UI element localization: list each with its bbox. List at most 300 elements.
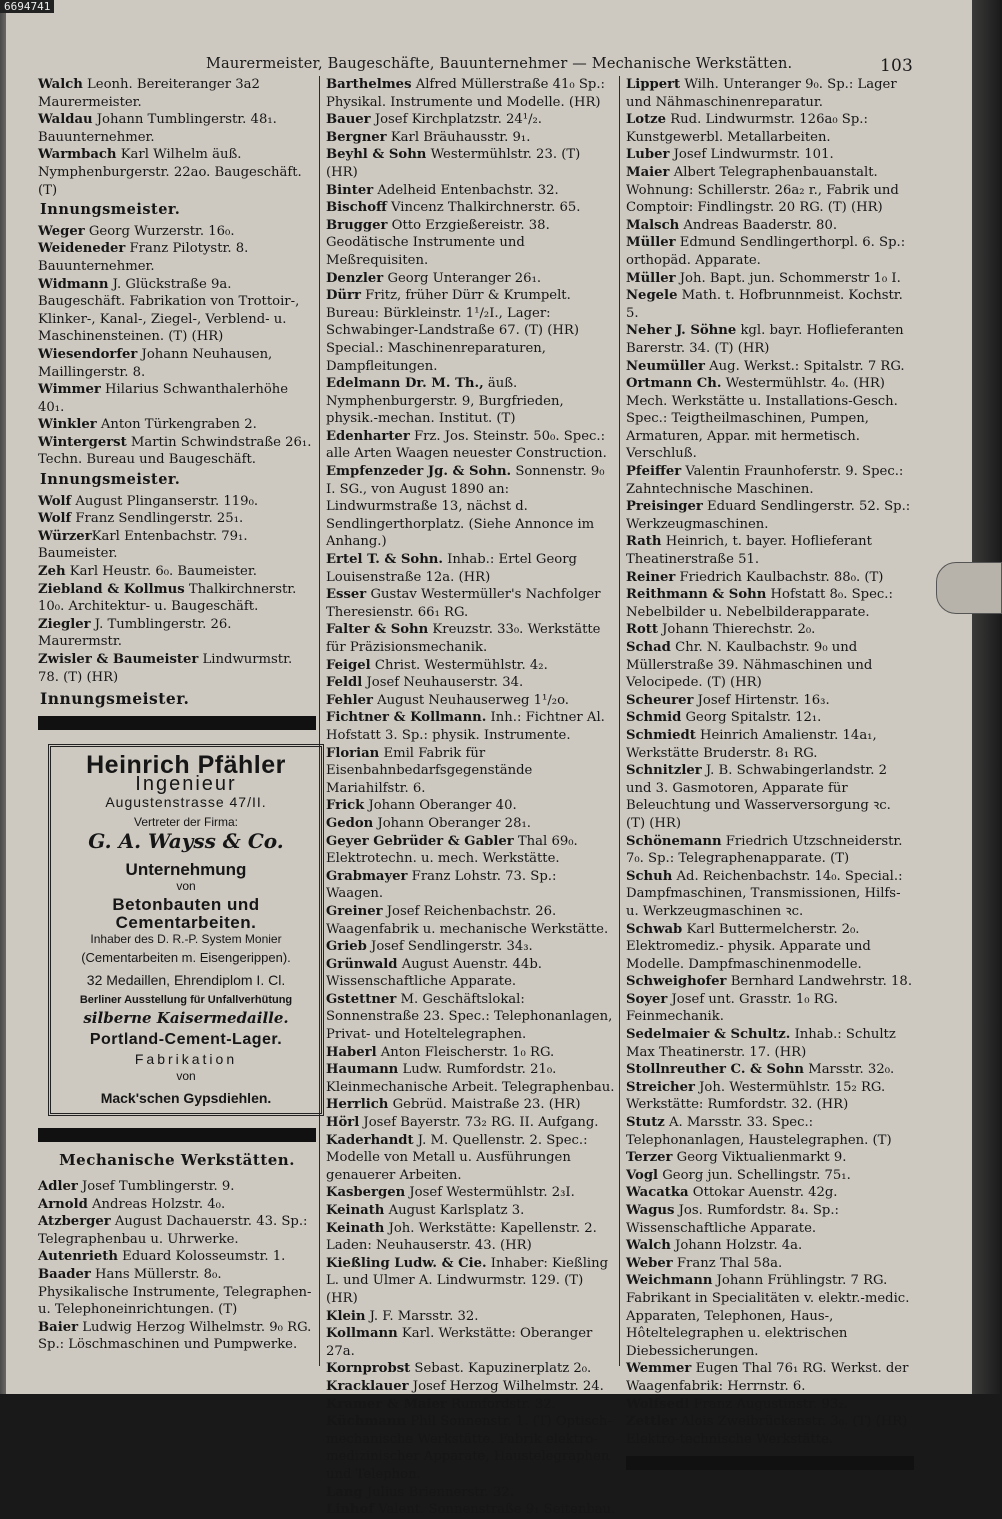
entry-text: Marsstr. 32₀. [804, 1062, 895, 1078]
entry-text: J. Tumblingerstr. 26. Maurermstr. [38, 616, 232, 650]
list-item [326, 217, 616, 270]
maurer-list-a [38, 76, 316, 199]
list-item [38, 76, 316, 111]
entry-name: Weger [38, 223, 85, 239]
list-item [626, 1149, 914, 1167]
entry-name: Kaderhandt [326, 1132, 414, 1148]
entry-name: Gstettner [326, 991, 397, 1007]
running-header [206, 56, 914, 76]
entry-text: Inhab.: Ertel Georg Louisenstraße 12a. (HR) [326, 552, 577, 585]
list-item [38, 1319, 316, 1354]
entry-name: Schuh [626, 868, 673, 884]
entry-text: Joh. Westermühlstr. 15₂ RG. Werkstätte: Rumfordstr. 32. (HR) [626, 1079, 886, 1113]
list-item [626, 621, 914, 639]
list-item [626, 709, 914, 727]
list-item [326, 621, 616, 656]
list-item [626, 463, 914, 498]
entry-text: Eduard Kolosseumstr. 1. [117, 1249, 286, 1265]
entry-name: Stollnreuther C. & Sohn [626, 1062, 804, 1078]
entry-name: Stutz [626, 1115, 665, 1131]
entry-name: Lang [326, 1484, 363, 1500]
ad-von2: von [176, 1069, 196, 1084]
list-item [626, 1026, 914, 1061]
entry-name: Edelmann Dr. M. Th., [326, 376, 484, 392]
list-item [626, 234, 914, 269]
entry-name: Terzer [626, 1150, 673, 1166]
entry-name: Bauer [326, 112, 371, 128]
entry-text: Martin Schwindstraße 26₁. Techn. Bureau und Baugeschäft. [38, 434, 312, 468]
ad-firm: G. A. Wayss & Co. [88, 829, 284, 854]
list-item [38, 616, 316, 651]
entry-text: Friedrich Utzschneiderstr. 7₀. Sp.: Telegraphenapparate. (T) [626, 833, 903, 867]
entry-name: Falter & Sohn [326, 622, 429, 638]
innung-heading-1: Innungsmeister. [40, 201, 181, 219]
ad-fabrik: Fabrikation [134, 1050, 238, 1067]
entry-name: Schad [626, 640, 671, 655]
ad-title: Ingenieur [135, 773, 237, 796]
entry-name: Weichmann [626, 1273, 713, 1289]
entry-text: Josef Westermühlstr. 2₃I. [405, 1185, 575, 1201]
list-item [326, 1114, 616, 1132]
list-item [326, 1096, 616, 1114]
running-title: Maurermeister, Baugeschäfte, Bauunternehmer — Mechanische Werkstätten. [206, 56, 793, 72]
divider-bar-3 [626, 1456, 914, 1470]
entry-text: Josef unt. Grasstr. 1₀ RG. Feinmechanik. [626, 991, 838, 1025]
entry-text: Josef Reichenbachstr. 26. Waagenfabrik u. mechanische Werkstätte. [326, 903, 609, 937]
entry-text: Ad. Reichenbachstr. 14₀. Special.: Dampfmaschinen, Transmissionen, Hilfs- u. Werkzeugmaschinen ꝛc. [626, 868, 903, 919]
entry-text: Julius Briennerstr. 32. [362, 1484, 514, 1500]
entry-text: Rumfordstr. 32. [446, 1396, 556, 1412]
entry-name: Malsch [626, 217, 680, 233]
entry-name: Keinath [326, 1220, 385, 1236]
entry-text: Otto Erzgießereistr. 38. Geodätische Instrumente und Meßrequisiten. [326, 217, 550, 268]
entry-text: Phil Sonnenstr. 1. (T) Optisch-mechanische Werkstätte. Fabrik elektro-medizinischer Apparate, Haustelegraphen und Telephon. [326, 1414, 612, 1482]
list-item [326, 287, 616, 375]
entry-name: Florian [326, 745, 380, 761]
entry-name: Binter [326, 182, 374, 198]
entry-text: Joh. Bapt. jun. Schommerstr 1₀ I. [675, 270, 901, 286]
entry-text: Hans Müllerstr. 8₀. Physikalische Instrumente, Telegraphen- u. Telephoneinrichtungen. (T) [38, 1267, 312, 1318]
ad-undertaking: Unternehmung [125, 859, 247, 879]
entry-text: Josef Kirchplatzstr. 24¹/₂. [370, 112, 543, 128]
entry-text: August Plinganserstr. 119₀. [71, 493, 259, 509]
entry-name: Waldau [38, 112, 93, 128]
entry-text: Albert Telegraphenbauanstalt. Wohnung: Schillerstr. 26a₂ r., Fabrik und Comptoir: Findlingstr. 20 RG. (T) (HR) [626, 164, 899, 216]
list-item [38, 223, 316, 241]
maurer-list-b [38, 223, 316, 469]
entry-name: Frick [326, 798, 365, 814]
list-item [326, 1061, 616, 1096]
entry-name: Dürr [326, 288, 361, 304]
entry-name: Greiner [326, 903, 383, 919]
page-tab [936, 562, 1002, 614]
list-item [626, 727, 914, 762]
list-item [626, 1360, 914, 1395]
list-item [626, 1061, 914, 1079]
ad-silver: silberne Kaisermedaille. [83, 1008, 289, 1027]
ad-medals: 32 Medaillen, Ehrendiplom I. Cl. [86, 972, 286, 989]
list-item [626, 322, 914, 357]
innung-heading-2: Innungsmeister. [40, 471, 181, 489]
entry-text: Alfred Müllerstraße 41₀ Sp.: Physikal. Instrumente und Modelle. (HR) [326, 77, 606, 110]
entry-text: Franz Augustinstr. 93₂. [689, 1396, 848, 1412]
entry-name: Grieb [326, 939, 367, 955]
entry-name: Kollmann [326, 1326, 398, 1342]
divider-bar [38, 716, 316, 730]
list-item [38, 581, 316, 616]
list-item [326, 551, 616, 586]
entry-text: Math. t. Hofbrunnmeist. Kochstr. 5. [626, 288, 903, 321]
ad-name: Heinrich Pfähler [86, 750, 286, 779]
mech-list-3 [626, 76, 914, 1448]
list-item [626, 1396, 914, 1414]
list-item [326, 1220, 616, 1255]
entry-text: Bernhard Landwehrstr. 18. [726, 974, 913, 990]
entry-text: Johann Thierechstr. 2₀. [657, 622, 816, 638]
entry-text: Gebrüd. Maistraße 23. (HR) [388, 1097, 581, 1113]
list-item [626, 1237, 914, 1255]
entry-name: Weideneder [38, 241, 126, 257]
archive-stamp: 6694741 [0, 0, 54, 13]
entry-name: Zeh [38, 564, 66, 580]
list-item [326, 182, 616, 200]
entry-text: Josef Sendlingerstr. 34₃. [366, 939, 533, 955]
list-item [326, 1378, 616, 1396]
entry-name: Vogl [626, 1167, 659, 1183]
entry-name: Autenrieth [38, 1249, 118, 1265]
book-edge [972, 0, 1000, 1394]
list-item [326, 1308, 616, 1326]
list-item [326, 956, 616, 991]
list-item [38, 111, 316, 146]
entry-text: Thal 69₀. Elektrotechn. u. mech. Werkstätte. [326, 833, 578, 867]
entry-name: Pfeiffer [626, 464, 682, 480]
entry-text: Friedrich Kaulbachstr. 88₀. (T) [675, 569, 884, 585]
entry-text: Franz Thal 58a. [672, 1255, 783, 1271]
list-item [626, 146, 914, 164]
entry-text: Franz Lohstr. 73. Sp.: Waagen. [326, 868, 557, 902]
list-item [626, 1167, 914, 1185]
list-item [38, 381, 316, 416]
ad-specialty: Betonbauten und Cementarbeiten. [112, 894, 260, 932]
entry-name: Wolf [38, 511, 72, 527]
entry-name: Brugger [326, 217, 388, 233]
entry-name: Klein [326, 1308, 366, 1324]
entry-name: Empfenzeder Jg. & Sohn. [326, 464, 512, 480]
mech-list-2 [326, 76, 616, 1519]
entry-text: Vincenz Thalkirchnerstr. 65. [386, 200, 581, 216]
entry-text: Andreas Holzstr. 4₀. [87, 1196, 226, 1212]
entry-text: Josef Tumblingerstr. 9. [77, 1179, 235, 1195]
entry-text: Leonh. Bereiteranger 3a2 Maurermeister. [38, 77, 260, 110]
entry-name: Fichtner & Kollmann. [326, 710, 487, 726]
list-item [326, 428, 616, 463]
entry-name: Zettler [626, 1414, 677, 1430]
list-item [626, 833, 914, 868]
entry-name: Ziegler [38, 616, 91, 632]
entry-text: J. M. Quellenstr. 2. Spec.: Modelle von Metall u. Ausführungen genauerer Arbeiten. [326, 1132, 588, 1183]
list-item [326, 991, 616, 1044]
entry-name: Schweighofer [626, 974, 727, 990]
entry-text: Franz Sendlingerstr. 25₁. [71, 511, 244, 527]
list-item [38, 510, 316, 528]
entry-text: Joh. Werkstätte: Kapellenstr. 2. Laden: Neuhauserstr. 43. (HR) [326, 1220, 597, 1254]
entry-name: Rott [626, 622, 658, 638]
list-item [626, 921, 914, 974]
entry-text: Emil Fabrik für Eisenbahnbedarfsgegenstände Mariahilfstr. 6. [326, 745, 533, 796]
entry-text: Karl. Werkstätte: Oberanger 27a. [326, 1326, 593, 1359]
list-item [626, 270, 914, 288]
list-item [626, 1202, 914, 1237]
column-1 [38, 76, 316, 1354]
list-item [626, 639, 914, 692]
entry-name: Linhof [326, 1502, 374, 1518]
list-item [38, 434, 316, 469]
advertisement-pfaehler [48, 744, 324, 1117]
entry-text: Georg Viktualienmarkt 9. [672, 1150, 847, 1166]
list-item [326, 129, 616, 147]
entry-text: Westermühlstr. 4₀. (HR) Mech. Werkstätte u. Installations-Gesch. Spec.: Teigtheilmaschinen, Pumpen, Armaturen, Appar. mit hermetisch. Verschluß. [626, 376, 898, 462]
entry-name: Wemmer [626, 1361, 692, 1377]
list-item [626, 76, 914, 111]
entry-name: Fehler [326, 692, 373, 708]
list-item [626, 533, 914, 568]
section-title: Mechanische Werkstätten. [59, 1151, 295, 1170]
list-item [626, 498, 914, 533]
ad-von: von [176, 879, 196, 894]
entry-name: Wagus [626, 1203, 675, 1218]
entry-name: Feigel [326, 657, 371, 673]
list-item [326, 1501, 616, 1519]
list-item [38, 276, 316, 346]
entry-name: Kießling Ludw. & Cie. [326, 1255, 487, 1271]
divider-bar-2 [38, 1128, 316, 1142]
entry-text: Eugen Thal 76₁ RG. Werkst. der Waagenfabrik: Herrnstr. 6. [626, 1361, 909, 1394]
entry-name: Würzer [38, 528, 92, 544]
directory-page [6, 0, 972, 1518]
entry-text: Inhaber: Kießling L. und Ulmer A. Lindwurmstr. 129. (T) (HR) [326, 1255, 609, 1306]
entry-name: Kornprobst [326, 1361, 411, 1377]
list-item [326, 1255, 616, 1308]
entry-name: Beyhl & Sohn [326, 147, 427, 163]
list-item [38, 563, 316, 581]
list-item [326, 270, 616, 288]
list-item [38, 1266, 316, 1319]
entry-name: Maier [626, 164, 670, 180]
entry-name: Herrlich [326, 1097, 389, 1113]
entry-name: Warmbach [38, 147, 117, 163]
entry-name: Edenharter [326, 428, 410, 444]
entry-name: Luber [626, 147, 670, 163]
column-2 [326, 76, 616, 1519]
list-item [626, 1079, 914, 1114]
entry-name: Bischoff [326, 200, 387, 216]
entry-name: Schnitzler [626, 763, 702, 779]
entry-name: Rath [626, 534, 662, 550]
list-item [626, 973, 914, 991]
ad-rep: Vertreter der Firma: [133, 814, 239, 829]
innung-heading-3: Innungsmeister. [40, 689, 190, 709]
entry-text: Georg Spitalstr. 12₁. [681, 710, 822, 726]
entry-text: Anton Türkengraben 2. [96, 417, 257, 433]
entry-text: Christ. Westermühlstr. 4₂. [370, 657, 548, 673]
entry-name: Haberl [326, 1044, 377, 1060]
entry-name: Wacatka [626, 1185, 689, 1201]
entry-name: Wolfsedl [626, 1396, 690, 1412]
column-rule-1 [319, 76, 320, 1366]
entry-name: Wiesendorfer [38, 346, 138, 362]
entry-name: Negele [626, 288, 678, 304]
list-item [326, 938, 616, 956]
entry-text: kgl. bayr. Hoflieferanten Barerstr. 34. (T) (HR) [626, 323, 904, 356]
list-item [626, 358, 914, 376]
ad-expo: Berliner Ausstellung für Unfallverhütung [79, 993, 293, 1006]
list-item [326, 1413, 616, 1483]
entry-name: Neher J. Söhne [626, 323, 737, 339]
entry-text: Johann Frühlingstr. 7 RG. Fabrikant in Specialitäten v. elektr.-medic. Apparaten, Telephonen, Haus-, Hôteltelegraphen u. elektrischen Diebessicherungen. [626, 1273, 910, 1359]
entry-name: Ziebland & Kollmus [38, 581, 185, 597]
list-item [626, 287, 914, 322]
ad-paren: (Cementarbeiten m. Eisengerippen). [81, 949, 291, 965]
list-item [626, 1272, 914, 1360]
entry-text: Inhab.: Schultz Max Theatinerstr. 17. (HR) [626, 1027, 896, 1060]
entry-text: Aug. Werkst.: Spitalstr. 7 RG. [704, 358, 905, 374]
entry-text: August Dachauerstr. 43. Sp.: Telegraphenbau u. Uhrwerke. [38, 1214, 308, 1247]
entry-text: August Auenstr. 44b. Wissenschaftliche Apparate. [326, 956, 542, 990]
list-item [326, 745, 616, 798]
entry-name: Ortmann Ch. [626, 376, 722, 392]
list-item [326, 375, 616, 428]
ad-address: Augustenstrasse 47/II. [105, 793, 267, 810]
entry-name: Feldl [326, 675, 363, 691]
entry-name: Atzberger [38, 1214, 111, 1230]
list-item [626, 569, 914, 587]
entry-text: Sonnenstr. 9₀ I. SG., von August 1890 an: Lindwurmstraße 13, nächst d. Sendlingerthorplatz. (Siehe Annonce im Anhang.) [326, 464, 605, 550]
entry-name: Lotze [626, 112, 667, 128]
entry-text: Adelheid Entenbachstr. 32. [373, 182, 559, 198]
entry-name: Küchmann [326, 1414, 407, 1430]
entry-text: Valentin Fraunhoferstr. 9. Spec.: Zahntechnische Maschinen. [626, 464, 904, 497]
entry-text: Fritz, früher Dürr & Krumpelt. Bureau: Bürkleinstr. 1¹/₂I., Lager: Schwabinger-Landstraße 67. (T) (HR) Special.: Maschinenreparaturen, Dampfleitungen. [326, 288, 579, 374]
entry-text: Karl Bräuhausstr. 9₁. [386, 129, 531, 145]
entry-text: Hilarius Schwanthalerhöhe 40₁. [38, 382, 289, 415]
entry-text: Ludw. Rumfordstr. 21₀. Kleinmechanische Arbeit. Telegraphenbau. [326, 1062, 615, 1095]
list-item [326, 146, 616, 181]
list-item [626, 1184, 914, 1202]
list-item [326, 463, 616, 551]
entry-name: Gedon [326, 815, 374, 831]
list-item [326, 815, 616, 833]
entry-text: Alois Zweibrückenstr. 3₀. (T) (HR) Elektro-technische Werkstätte. [626, 1414, 908, 1447]
list-item [626, 1413, 914, 1448]
list-item [326, 674, 616, 692]
entry-name: Soyer [626, 991, 668, 1007]
entry-name: Streicher [626, 1079, 695, 1095]
entry-text: Anton Fleischerstr. 1₀ RG. [376, 1044, 555, 1060]
entry-text: Gustav Westermüller's Nachfolger Theresienstr. 66₁ RG. [326, 587, 601, 620]
entry-name: Hörl [326, 1115, 360, 1131]
entry-text: Franz Pilotystr. 8. Bauunternehmer. [38, 241, 249, 274]
entry-text: Heinrich, t. bayer. Hoflieferant Theatinerstraße 51. [626, 534, 872, 568]
entry-text: Johann Neuhausen, Maillingerstr. 8. [38, 346, 273, 380]
list-item [626, 375, 914, 463]
list-item [326, 1360, 616, 1378]
maurer-list-c [38, 493, 316, 687]
list-item [38, 1248, 316, 1266]
list-item [626, 111, 914, 146]
entry-name: Wimmer [38, 382, 101, 398]
entry-name: Lippert [626, 77, 681, 92]
entry-text: Valent. Sonnenstraße 9₁ Seitenbau. [373, 1502, 616, 1518]
column-3 [626, 76, 914, 1478]
entry-name: Wolf [38, 493, 72, 509]
list-item [326, 657, 616, 675]
entry-text: Johann Oberanger 28₁. [373, 815, 531, 831]
entry-text: Georg jun. Schellingstr. 75₁. [658, 1167, 851, 1183]
list-item [38, 493, 316, 511]
mech-list [38, 1178, 316, 1354]
list-item [626, 868, 914, 921]
list-item [626, 1255, 914, 1273]
entry-name: Bergner [326, 129, 387, 145]
entry-name: Grünwald [326, 956, 398, 972]
list-item [38, 1178, 316, 1196]
entry-name: Preisinger [626, 499, 703, 515]
list-item [626, 164, 914, 217]
entry-text: Johann Oberanger 40. [364, 798, 517, 814]
entry-text: Rud. Lindwurmstr. 126a₀ Sp.: Kunstgewerbl. Metallarbeiten. [626, 112, 868, 145]
entry-name: Esser [326, 587, 367, 603]
entry-name: Kracklauer [326, 1378, 409, 1394]
entry-text: Lindwurmstr. 78. (T) (HR) [38, 652, 293, 685]
list-item [326, 709, 616, 744]
entry-name: Winkler [38, 417, 97, 433]
entry-text: A. Marsstr. 33. Spec.: Telephonanlagen, Haustelegraphen. (T) [626, 1115, 892, 1148]
entry-text: Ludwig Herzog Wilhelmstr. 9₀ RG. Sp.: Löschmaschinen und Pumpwerke. [38, 1319, 312, 1353]
entry-name: Arnold [38, 1196, 88, 1212]
entry-name: Schwab [626, 921, 683, 937]
list-item [626, 692, 914, 710]
entry-text: Inh.: Fichtner Al. Hofstatt 3. Sp.: physik. Instrumente. [326, 710, 605, 743]
entry-name: Wintergerst [38, 434, 127, 450]
list-item [326, 797, 616, 815]
entry-text: Ottokar Auenstr. 42g. [688, 1185, 838, 1201]
entry-name: Grabmayer [326, 868, 408, 884]
entry-text: Johann Tumblingerstr. 48₁. Bauunternehmer. [38, 112, 277, 145]
entry-text: Karl Entenbachstr. 79₁. Baumeister. [38, 528, 248, 562]
column-rule-2 [619, 76, 620, 1366]
entry-text: J. F. Marsstr. 32. [365, 1308, 479, 1324]
list-item [626, 762, 914, 832]
entry-text: Heinrich Amalienstr. 14a₁, Werkstätte Bruderstr. 8₁ RG. [626, 727, 877, 761]
list-item [38, 240, 316, 275]
entry-name: Keinath [326, 1203, 385, 1218]
entry-name: Schmid [626, 710, 682, 726]
entry-text: Chr. N. Kaulbachstr. 9₀ und Müllerstraße 39. Nähmaschinen und Velocipede. (T) (HR) [626, 640, 873, 691]
list-item [38, 528, 316, 563]
entry-name: Neumüller [626, 358, 705, 374]
entry-text: Josef Lindwurmstr. 101. [669, 147, 834, 163]
entry-name: Adler [38, 1179, 78, 1195]
list-item [38, 416, 316, 434]
entry-name: Baier [38, 1319, 79, 1335]
entry-text: Eduard Sendlingerstr. 52. Sp.: Werkzeugmaschinen. [626, 499, 911, 532]
entry-name: Scheurer [626, 692, 694, 708]
list-item [326, 1396, 616, 1414]
entry-text: Karl Heustr. 6₀. Baumeister. [65, 564, 257, 580]
entry-name: Haumann [326, 1062, 399, 1078]
entry-name: Zwisler & Baumeister [38, 652, 199, 667]
